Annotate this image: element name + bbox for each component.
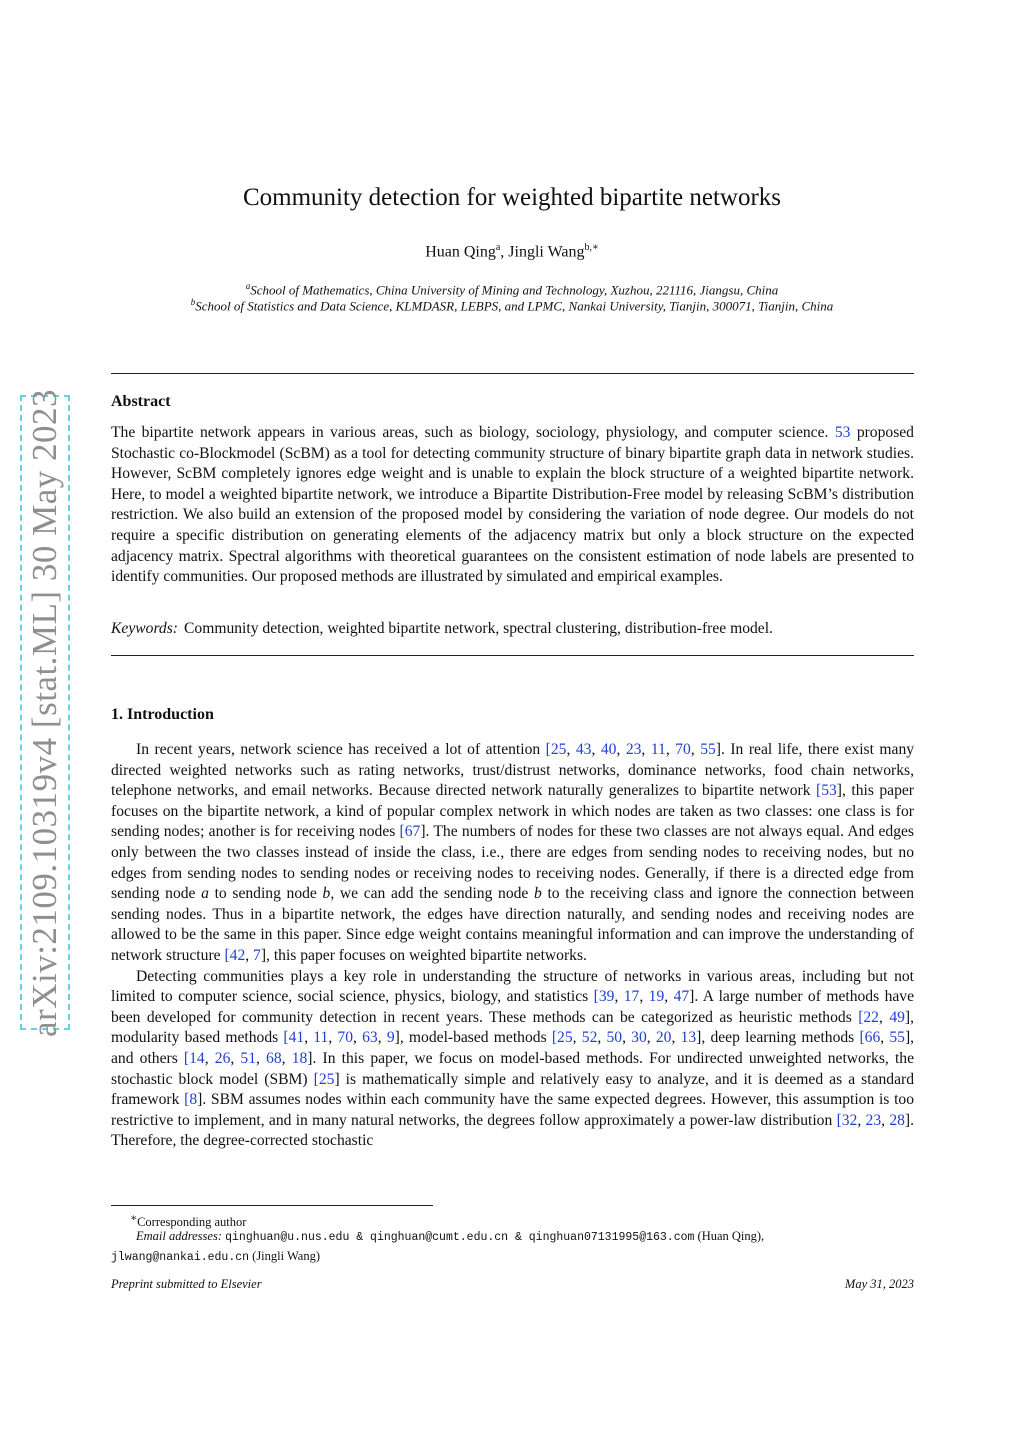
citation-link[interactable]: 28 — [889, 1111, 905, 1129]
keywords-text: Community detection, weighted bipartite network, spectral clustering, distribution-free model. — [184, 620, 773, 637]
email-address[interactable]: jlwang@nankai.edu.cn — [111, 1251, 250, 1264]
citation-link[interactable]: 9 — [386, 1029, 395, 1047]
affiliation — [0, 281, 1024, 298]
citation-link[interactable]: 51 — [240, 1049, 256, 1067]
author-separator: , — [500, 243, 509, 261]
footnote-text: Corresponding author — [137, 1215, 247, 1230]
citation-link[interactable]: [8 — [184, 1091, 198, 1109]
keywords — [111, 620, 914, 638]
citation-link[interactable]: [32 — [836, 1111, 858, 1129]
abstract-bottom-rule — [111, 655, 914, 656]
citation-link[interactable]: [66 — [859, 1029, 881, 1047]
author-affiliation-mark: b,∗ — [584, 242, 599, 253]
affiliation-mark: a — [245, 281, 251, 291]
paper-title: Community detection for weighted bipartite networks — [242, 184, 782, 211]
citation-link[interactable]: [41 — [283, 1029, 305, 1047]
affiliation-text: School of Statistics and Data Science, KLMDASR, LEBPS, and LPMC, Nankai University, Tianjin, 300071, Tianjin, China — [195, 298, 834, 314]
citation-link[interactable]: [53 — [816, 782, 837, 800]
citation-link[interactable]: 70 — [675, 741, 691, 758]
citation-link[interactable]: [39 — [593, 988, 615, 1006]
citation-link[interactable]: 55 — [889, 1029, 905, 1047]
email-owner: (Huan Qing), — [697, 1229, 765, 1243]
citation-link[interactable]: 55 — [700, 741, 716, 758]
citation-link[interactable]: [67 — [399, 823, 421, 841]
author-list — [0, 242, 1024, 261]
author-name: Huan Qing — [425, 243, 496, 261]
citation-link[interactable]: 68 — [266, 1049, 282, 1067]
citation-link[interactable]: 63 — [362, 1029, 378, 1047]
citation-link[interactable]: [22 — [858, 1008, 879, 1026]
citation-link[interactable]: 50 — [606, 1029, 623, 1047]
citation-link[interactable]: 13 — [680, 1029, 697, 1047]
citation-link[interactable]: 26 — [214, 1049, 231, 1067]
math-variable: b — [534, 885, 542, 903]
affiliation-mark: b — [190, 297, 196, 307]
affiliation-text: School of Mathematics, China University of Mining and Technology, Xuzhou, 221116, Jiangsu, China — [250, 282, 779, 298]
email-label: Email addresses: — [136, 1229, 222, 1243]
citation-link[interactable]: 7 — [253, 946, 261, 964]
citation-link[interactable]: [25 — [313, 1070, 335, 1088]
email-address[interactable]: qinghuan@u.nus.edu & qinghuan@cumt.edu.cn & qinghuan07131995@163.com — [225, 1231, 695, 1244]
arxiv-stamp — [20, 388, 70, 1037]
citation-link[interactable]: 53 — [834, 424, 851, 441]
math-variable: b — [322, 885, 331, 903]
citation-link[interactable]: 30 — [631, 1029, 647, 1047]
citation-link[interactable]: 52 — [581, 1029, 598, 1047]
arxiv-id: arXiv:2109.10319v4 [stat.ML] 30 May 2023 — [25, 388, 64, 1037]
section-heading: 1. Introduction — [111, 706, 214, 723]
citation-link[interactable]: [25 — [551, 1029, 573, 1047]
footer-date: May 31, 2023 — [844, 1277, 914, 1291]
citation-link[interactable]: 40 — [600, 741, 617, 758]
abstract-text: The bipartite network appears in various areas, such as biology, sociology, physiology, and computer science. 53 proposed Stochastic co-Blockmodel (ScBM) as a tool for detecting community structure of binary bipartite graph data in network studies. However, ScBM completely ignores edge weight and is unable to explain the block structure of a weighted bipartite network. Here, to model a weighted bipartite network, we introduce a Bipartite Distribution-Free model by releasing ScBM’s distribution restriction. We also build an extension of the proposed model by considering the variation of node degree. Our models do not require a specific distribution on generating elements of the adjacency matrix but only a block structure on the expected adjacency matrix. Spectral algorithms with theoretical guarantees on the consistent estimation of node labels are presented to identify communities. Our proposed methods are illustrated by simulated and empirical examples. — [111, 424, 914, 586]
introduction-body — [111, 740, 914, 1152]
math-variable: a — [201, 885, 209, 903]
citation-link[interactable]: 23 — [625, 741, 642, 758]
paragraph: Detecting communities plays a key role in understanding the structure of networks in various areas, including but not limited to computer science, social science, physics, biology, and statistics [39, 17, 19, 47]. A large number of methods have been developed for community detection in recent years. These methods can be categorized as heuristic methods [22, 49], modularity based methods [41, 11, 70, 63, 9], model-based methods [25, 52, 50, 30, 20, 13], deep learning methods [66, 55], and others [14, 26, 51, 68, 18]. In this paper, we focus on model-based methods. For undirected unweighted networks, the stochastic block model (SBM) [25] is mathematically simple and relatively easy to analyze, and it is deemed as a standard framework [8]. SBM assumes nodes within each community have the same expected degrees. However, this assumption is too restrictive to implement, and in many natural networks, the degrees follow approximately a power-law distribution [32, 23, 28]. Therefore, the degree-corrected stochastic — [111, 967, 915, 1150]
footer-preprint: Preprint submitted to Elsevier — [111, 1277, 262, 1291]
citation-link[interactable]: 70 — [337, 1029, 354, 1047]
footnote-marker: ∗ — [130, 1213, 138, 1224]
author-name: Jingli Wang — [508, 243, 585, 261]
citation-link[interactable]: 17 — [623, 988, 640, 1006]
keywords-label: Keywords: — [111, 620, 178, 637]
citation-link[interactable]: 49 — [889, 1008, 905, 1026]
citation-link[interactable]: 11 — [313, 1029, 329, 1047]
citation-link[interactable]: 20 — [655, 1029, 672, 1047]
citation-link[interactable]: 11 — [650, 741, 666, 758]
citation-link[interactable]: 18 — [291, 1049, 308, 1067]
citation-link[interactable]: 47 — [673, 988, 690, 1006]
affiliation — [0, 297, 1024, 314]
citation-link[interactable]: [25 — [545, 741, 567, 758]
citation-link[interactable]: 23 — [865, 1111, 882, 1129]
email-owner: (Jingli Wang) — [252, 1249, 321, 1263]
abstract-top-rule — [111, 373, 914, 374]
abstract-heading: Abstract — [111, 393, 171, 410]
citation-link[interactable]: 19 — [648, 988, 665, 1006]
citation-link[interactable]: [14 — [183, 1049, 205, 1067]
author-affiliation-mark: a — [495, 242, 501, 253]
citation-link[interactable]: [42 — [224, 946, 246, 964]
footnote-emails — [111, 1227, 914, 1267]
footnote-rule — [111, 1205, 433, 1206]
citation-link[interactable]: 43 — [575, 741, 592, 758]
paragraph: In recent years, network science has received a lot of attention [25, 43, 40, 23, 11, 70, 55]. In real life, there exist many directed weighted networks such as rating networks, trust/distrust networks, dominance networks, food chain networks, telephone networks, and email networks. Because directed network naturally generalizes to bipartite network [53], this paper focuses on the bipartite network, a kind of popular complex network in which nodes are taken as two classes: one class is for sending nodes; another is for receiving nodes [67]. The numbers of nodes for these two classes are not always equal. And edges only between the two classes instead of inside the class, i.e., there are edges from sending nodes to receiving nodes, but no edges from sending nodes to sending nodes or receiving nodes to receiving nodes. Generally, if there is a directed edge from sending node a to sending node b, we can add the sending node b to the receiving class and ignore the connection between sending nodes. Thus in a bipartite network, the edges have direction naturally, and sending nodes and receiving nodes are allowed to be the same in this paper. Since edge weight contains meaningful information and can improve the understanding of network structure [42, 7], this paper focuses on weighted bipartite networks. — [111, 741, 915, 964]
